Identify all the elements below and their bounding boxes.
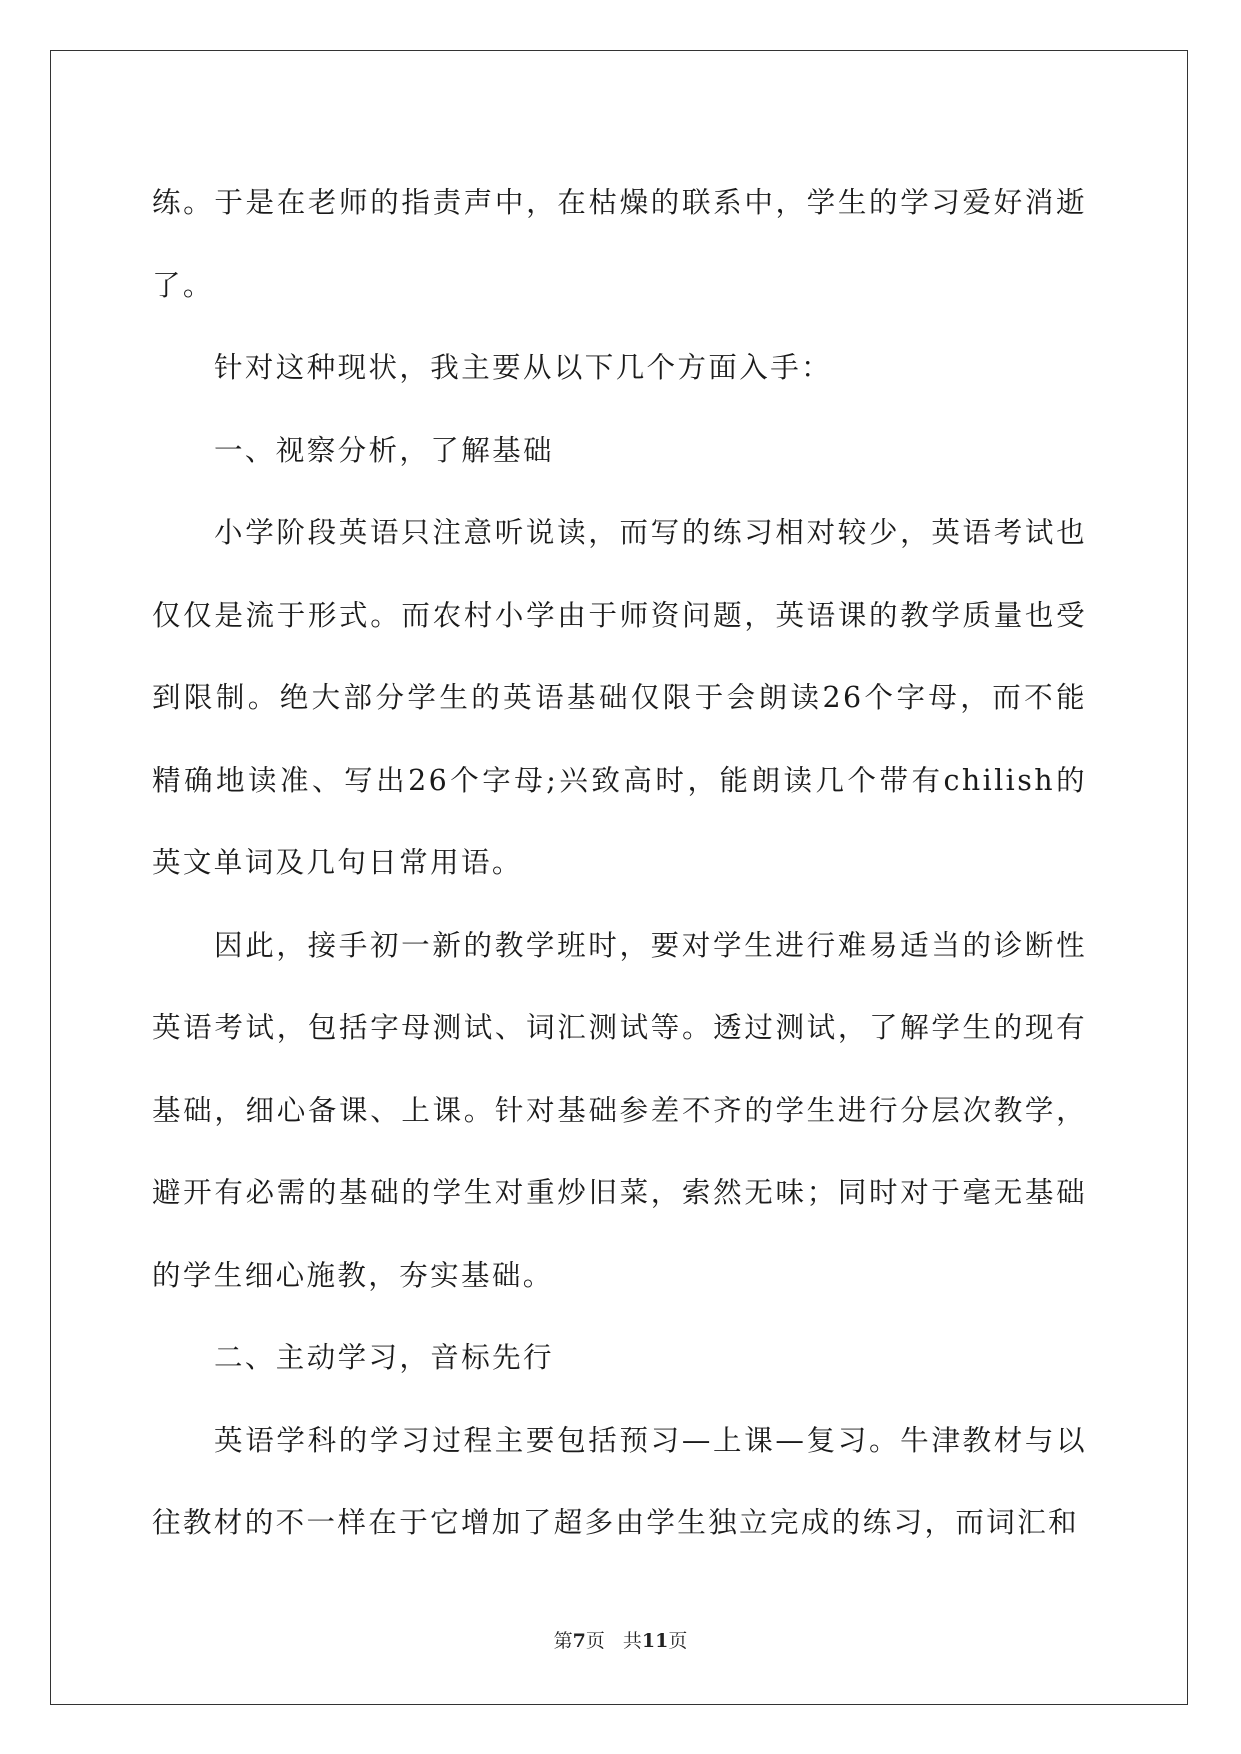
section-heading-1: 一、视察分析，了解基础 [214, 433, 554, 467]
footer-total-number: 11 [641, 1630, 669, 1652]
footer-page-number: 7 [572, 1630, 586, 1652]
paragraph-5: 英语学科的学习过程主要包括预习—上课—复习。牛津教材与以往教材的不一样在于它增加了超多由学生独立完成的练习，而词汇和 [152, 1423, 1087, 1539]
paragraph-1: 练。于是在老师的指责声中，在枯燥的联系中，学生的学习爱好消逝了。 [152, 186, 1087, 302]
paragraph-2: 针对这种现状，我主要从以下几个方面入手： [214, 351, 833, 384]
paragraph-3: 小学阶段英语只注意听说读，而写的练习相对较少，英语考试也仅仅是流于形式。而农村小学由于师资问题，英语课的教学质量也受到限制。绝大部分学生的英语基础仅限于会朗读26个字母，而不能精确地读准、写出26个字母;兴致高时，能朗读几个带有chilish的英文单词及几句日常用语。 [152, 516, 1087, 879]
footer-page-suffix: 页 [585, 1630, 605, 1652]
paragraph-4: 因此，接手初一新的教学班时，要对学生进行难易适当的诊断性英语考试，包括字母测试、词汇测试等。透过测试，了解学生的现有基础，细心备课、上课。针对基础参差不齐的学生进行分层次教学，避开有必需的基础的学生对重炒旧菜，索然无味；同时对于毫无基础的学生细心施教，夯实基础。 [152, 928, 1087, 1292]
footer-page-prefix: 第 [553, 1630, 573, 1652]
footer-total-prefix: 共 [622, 1630, 642, 1652]
page-footer [0, 1626, 1241, 1653]
footer-total-suffix: 页 [668, 1630, 688, 1652]
section-heading-2: 二、主动学习，音标先行 [214, 1341, 554, 1374]
document-body [152, 162, 1087, 1565]
